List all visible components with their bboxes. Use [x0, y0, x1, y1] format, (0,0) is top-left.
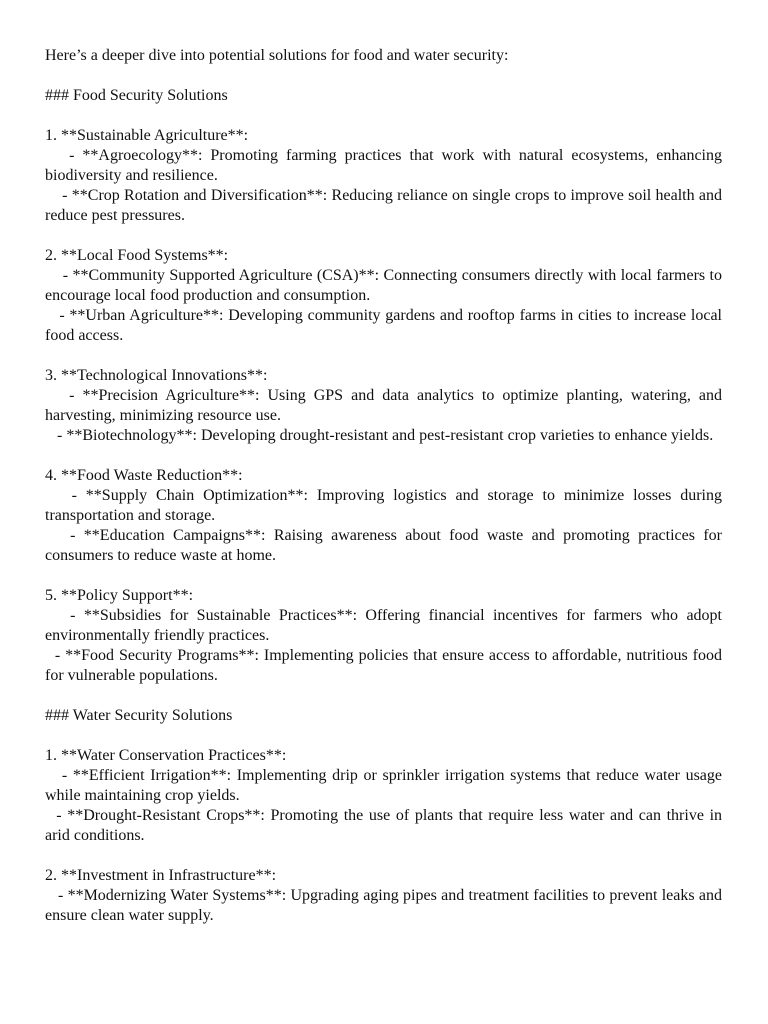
water-section-1-bullet-1: - **Efficient Irrigation**: Implementing drip or sprinkler irrigation systems that reduce water usage while maintaining crop yields. — [45, 767, 727, 804]
food-section-4-bullet-1: - **Supply Chain Optimization**: Improving logistics and storage to minimize losses during transportation and storage. — [45, 487, 727, 524]
food-section-2-bullet-2: - **Urban Agriculture**: Developing community gardens and rooftop farms in cities to increase local food access. — [45, 307, 727, 344]
food-section-1-bullet-1: - **Agroecology**: Promoting farming practices that work with natural ecosystems, enhancing biodiversity and resilience. — [45, 147, 727, 184]
food-section-3-bullet-2: - **Biotechnology**: Developing drought-resistant and pest-resistant crop varieties to enhance yields. — [45, 427, 714, 444]
food-section-4-title: 4. **Food Waste Reduction**: — [45, 467, 243, 484]
document-body — [45, 46, 727, 926]
water-section-2-bullet-1: - **Modernizing Water Systems**: Upgrading aging pipes and treatment facilities to prevent leaks and ensure clean water supply. — [45, 887, 726, 924]
food-section-2-bullet-1: - **Community Supported Agriculture (CSA)**: Connecting consumers directly with local farmers to encourage local food production and consumption. — [45, 267, 726, 304]
spacer — [45, 66, 722, 86]
spacer — [45, 686, 722, 706]
food-section-2-title: 2. **Local Food Systems**: — [45, 247, 229, 264]
spacer — [45, 566, 722, 586]
food-section-4-bullet-2: - **Education Campaigns**: Raising awareness about food waste and promoting practices for consumers to reduce waste at home. — [45, 527, 727, 564]
water-section-1-title: 1. **Water Conservation Practices**: — [45, 747, 287, 764]
spacer — [45, 846, 722, 866]
spacer — [45, 346, 722, 366]
spacer — [45, 726, 722, 746]
water-security-heading: ### Water Security Solutions — [45, 707, 233, 724]
water-section-1-bullet-2: - **Drought-Resistant Crops**: Promoting the use of plants that require less water and can thrive in arid conditions. — [45, 807, 727, 844]
food-section-3-bullet-1: - **Precision Agriculture**: Using GPS and data analytics to optimize planting, watering, and harvesting, minimizing resource use. — [45, 387, 727, 424]
spacer — [45, 446, 722, 466]
food-section-5-title: 5. **Policy Support**: — [45, 587, 194, 604]
spacer — [45, 106, 722, 126]
food-security-heading: ### Food Security Solutions — [45, 87, 228, 104]
intro-paragraph: Here’s a deeper dive into potential solutions for food and water security: — [45, 47, 509, 64]
food-section-5-bullet-1: - **Subsidies for Sustainable Practices**: Offering financial incentives for farmers who adopt environmentally friendly practices. — [45, 607, 726, 644]
food-section-1-bullet-2: - **Crop Rotation and Diversification**: Reducing reliance on single crops to improve soil health and reduce pest pressures. — [45, 187, 727, 224]
food-section-5-bullet-2: - **Food Security Programs**: Implementing policies that ensure access to affordable, nutritious food for vulnerable populations. — [45, 647, 726, 684]
food-section-3-title: 3. **Technological Innovations**: — [45, 367, 268, 384]
food-section-1-title: 1. **Sustainable Agriculture**: — [45, 127, 249, 144]
water-section-2-title: 2. **Investment in Infrastructure**: — [45, 867, 277, 884]
spacer — [45, 226, 722, 246]
